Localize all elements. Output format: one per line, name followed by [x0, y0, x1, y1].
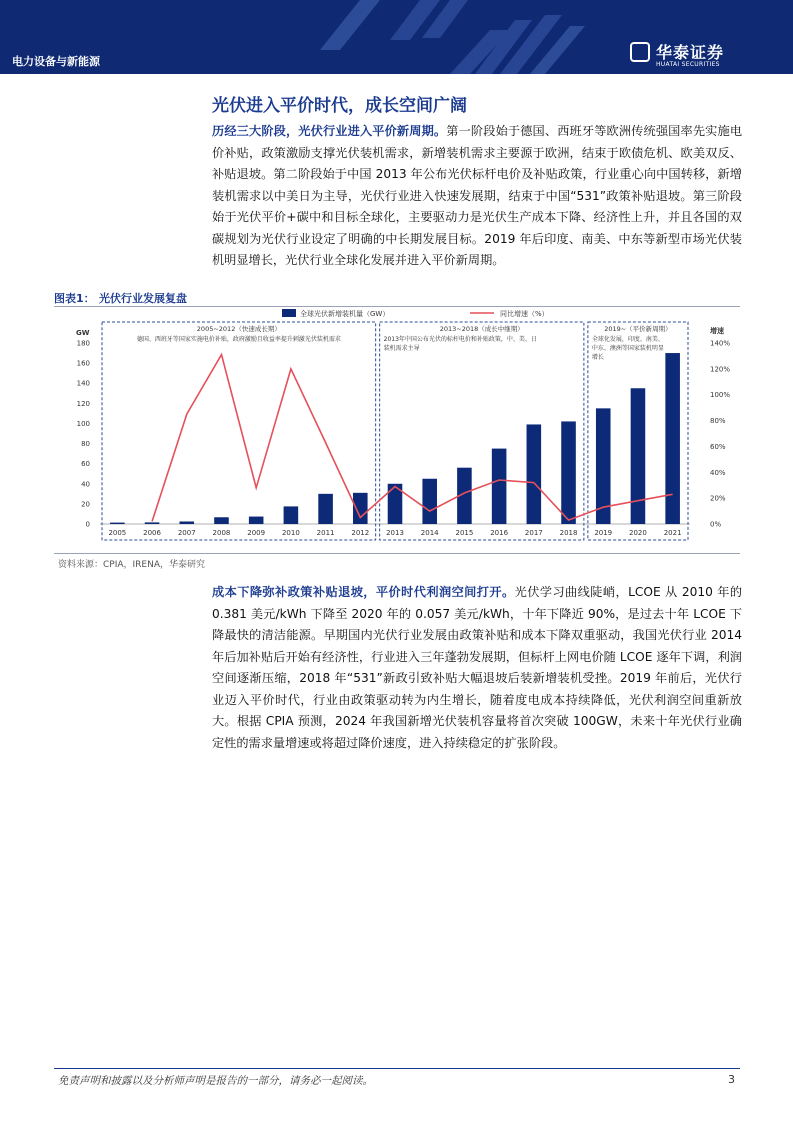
footer-disclaimer: 免责声明和披露以及分析师声明是报告的一部分，请务必一起阅读。	[58, 1075, 373, 1087]
phase-frame	[380, 322, 584, 540]
x-tick: 2008	[212, 529, 231, 537]
phase-description: 全球化发展，印度、南美、	[591, 336, 664, 343]
x-tick: 2005	[108, 529, 127, 537]
x-tick: 2014	[420, 529, 439, 537]
y-left-tick: 0	[85, 520, 90, 529]
y-right-tick: 80%	[710, 417, 726, 426]
bar-capacity	[527, 424, 542, 524]
x-tick: 2019	[594, 529, 613, 537]
bar-capacity	[665, 353, 680, 524]
x-tick: 2006	[143, 529, 161, 537]
bar-capacity	[422, 479, 437, 524]
y-left-tick: 100	[76, 419, 90, 428]
bar-capacity	[179, 521, 194, 524]
pv-development-chart	[54, 306, 740, 551]
page-number: 3	[728, 1073, 735, 1086]
bar-capacity	[284, 506, 299, 524]
paragraph-body: 第一阶段始于德国、西班牙等欧洲传统强国率先实施电价补贴，政策激励支撑光伏装机需求，新增装机需求主要源于欧洲，结束于欧债危机、欧美双反、补贴退坡。第二阶段始于中国 2013 年公布光伏标杆电价及补贴政策，行业重心向中国转移，新增装机需求以中美日为主导，光伏行业进入快速发展期，结束于中国“531”政策补贴退坡。第三阶段始于光伏平价+碳中和目标全球化，主要驱动力是光伏生产成本下降、经济性上升，并且各国的双碳规划为光伏行业设定了明确的中长期发展目标。2019 年后印度、南美、中东等新型市场光伏装机明显增长，光伏行业全球化发展并进入平价新周期。	[212, 124, 743, 267]
phase-description: 德国、西班牙等国家实施电价补贴，政府激励且收益率提升刺激光伏装机需求	[136, 336, 341, 343]
phase-description: 2013年中国公布光伏的标杆电价和补贴政策，中、美、日	[383, 336, 537, 343]
bar-capacity	[492, 449, 507, 524]
phase-description: 增长	[591, 354, 604, 361]
y-left-tick: 60	[81, 460, 90, 469]
bar-capacity	[318, 494, 333, 524]
footer-divider	[54, 1068, 740, 1069]
phase-title: 2013~2018（成长中继期）	[439, 325, 524, 333]
bar-capacity	[110, 523, 125, 524]
x-tick: 2018	[559, 529, 578, 537]
paragraph-lead: 成本下降弥补政策补贴退坡，平价时代利润空间打开。	[212, 585, 515, 599]
x-tick: 2021	[663, 529, 682, 537]
y-left-tick: 160	[76, 359, 90, 368]
brand-logo-icon	[630, 42, 650, 62]
section-title: 光伏进入平价时代，成长空间广阔	[212, 96, 467, 116]
brand-subtitle: HUATAI SECURITIES	[656, 61, 720, 68]
y-right-tick: 60%	[710, 442, 726, 451]
phase-title: 2005~2012（快速成长期）	[196, 325, 281, 333]
y-right-tick: 20%	[710, 494, 726, 503]
phase-description: 中东、澳洲等国家装机明显	[591, 345, 664, 352]
brand-name: 华泰证券	[656, 43, 725, 62]
y-left-tick: 20	[81, 500, 90, 509]
y-right-unit: 增速	[710, 327, 724, 335]
figure-title: 光伏行业发展复盘	[99, 292, 187, 305]
page-header	[0, 0, 793, 74]
x-tick: 2017	[524, 529, 543, 537]
legend-bar-swatch	[282, 309, 296, 317]
line-growth-rate	[152, 355, 673, 522]
bar-capacity	[353, 493, 368, 524]
x-tick: 2007	[177, 529, 196, 537]
y-right-tick: 40%	[710, 468, 726, 477]
x-tick: 2010	[281, 529, 300, 537]
y-left-tick: 40	[81, 480, 90, 489]
y-right-tick: 120%	[710, 365, 731, 374]
y-left-tick: 140	[76, 379, 90, 388]
figure-number: 图表1：	[54, 292, 95, 305]
x-tick: 2013	[386, 529, 404, 537]
figure-source: 资料来源：CPIA，IRENA，华泰研究	[58, 560, 206, 570]
paragraph-phases	[212, 121, 742, 272]
source-divider	[54, 553, 740, 554]
x-tick: 2011	[316, 529, 335, 537]
y-right-tick: 100%	[710, 391, 731, 400]
bar-capacity	[249, 517, 264, 524]
x-tick: 2015	[455, 529, 474, 537]
y-left-tick: 120	[76, 399, 90, 408]
bar-capacity	[631, 388, 646, 524]
y-left-unit: GW	[76, 329, 90, 337]
y-left-tick: 80	[81, 440, 90, 449]
x-tick: 2020	[629, 529, 647, 537]
y-right-tick: 140%	[710, 339, 731, 348]
figure-caption	[54, 288, 740, 307]
phase-title: 2019~（平价新周期）	[604, 325, 672, 333]
y-left-tick: 180	[76, 339, 90, 348]
bar-capacity	[561, 421, 576, 524]
bar-capacity	[214, 517, 229, 524]
paragraph-lead: 历经三大阶段，光伏行业进入平价新周期。	[212, 124, 447, 138]
legend-bar-label: 全球光伏新增装机量（GW）	[300, 310, 390, 318]
y-right-tick: 0%	[710, 520, 722, 529]
header-decoration	[300, 0, 630, 74]
x-tick: 2009	[247, 529, 266, 537]
phase-description: 装机需求主导	[383, 345, 420, 352]
section-tag: 电力设备与新能源	[12, 55, 100, 68]
phase-frame	[102, 322, 376, 540]
paragraph-cost	[212, 582, 742, 754]
bar-capacity	[145, 522, 160, 524]
x-tick: 2016	[490, 529, 509, 537]
x-tick: 2012	[351, 529, 370, 537]
paragraph-body: 光伏学习曲线陡峭，LCOE 从 2010 年的 0.381 美元/kWh 下降至 2020 年的 0.057 美元/kWh，十年下降近 90%，是过去十年 LCOE 下降最快的清洁能源。早期国内光伏行业发展由政策补贴和成本下降双重驱动，我国光伏行业 2014 年后加补贴后开始有经济性，行业进入三年蓬勃发展期，但标杆上网电价随 LCOE 逐年下调，利润空间逐渐压缩，2018 年“531”新政引致补贴大幅退坡后装新增装机受挫。2019 年前后，光伏行业迈入平价时代，行业由政策驱动转为内生增长，随着度电成本持续降低，光伏利润空间重新放大。根据 CPIA 预测，2024 年我国新增光伏装机容量将首次突破 100GW，未来十年光伏行业确定性的需求量增速或将超过降价速度，进入持续稳定的扩张阶段。	[212, 585, 743, 750]
legend-line-label: 同比增速（%）	[500, 310, 549, 318]
